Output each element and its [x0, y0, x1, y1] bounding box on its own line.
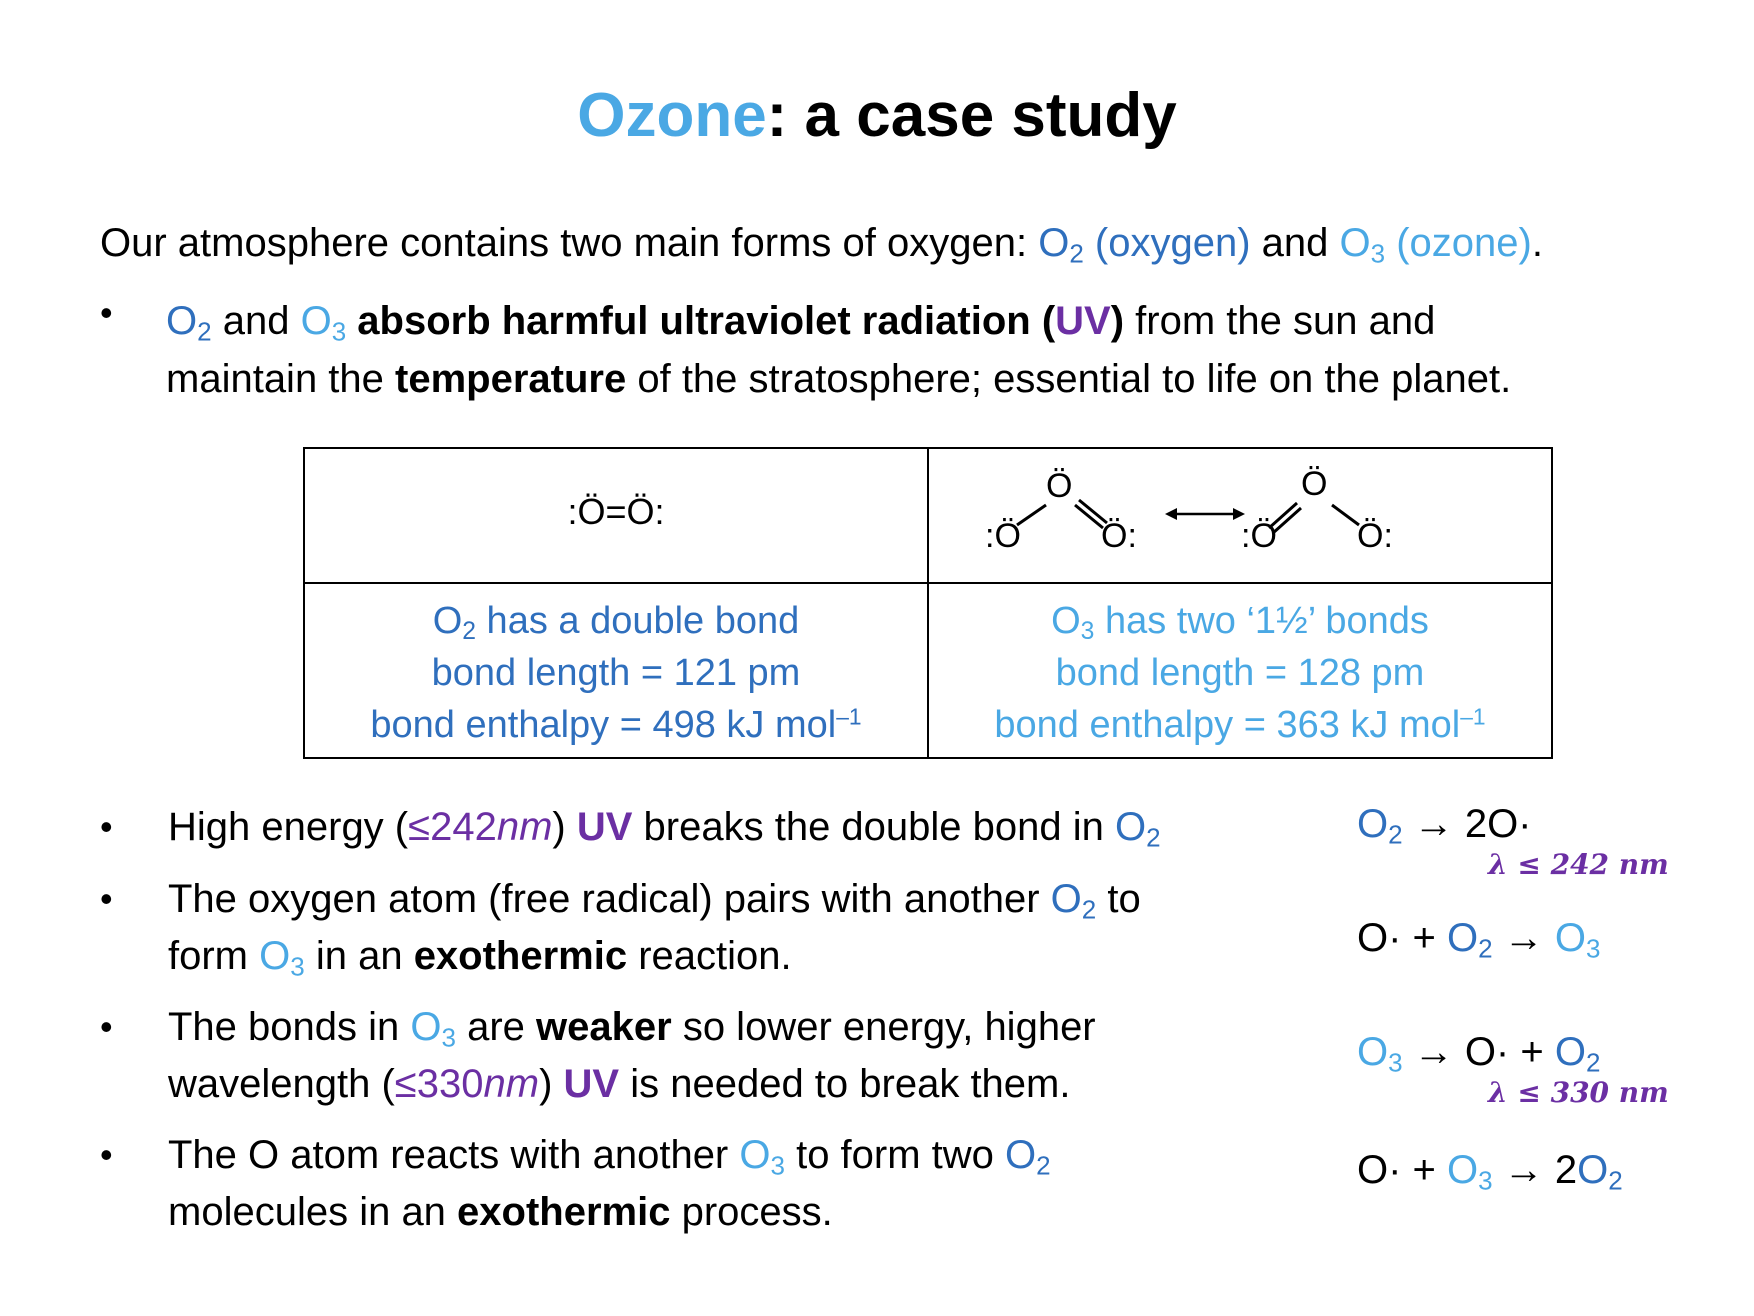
title-ozone: Ozone: [577, 81, 767, 150]
o3-right-right-oxygen: Ö:: [1357, 517, 1393, 555]
o3-left-right-oxygen: Ö:: [1101, 517, 1137, 555]
bullet1-o2: $O_2$: [166, 299, 212, 347]
o3-left-left-oxygen: :Ö: [985, 517, 1021, 555]
o3-right-top-oxygen: Ö: [1301, 465, 1328, 503]
o3-info-line1: $O_3$ has two ‘1½’ bonds: [1051, 600, 1429, 646]
intro-lead: Our atmosphere contains two main forms of oxygen:: [100, 221, 1039, 265]
bullet-symbol: •: [100, 1134, 113, 1175]
bullet1-bold: absorb harmful ultraviolet radiation (: [346, 299, 1056, 343]
bullet-uv-breaks-o2: High energy (≤242nm) UV breaks the double bond in $O_2$: [168, 805, 1161, 853]
intro-o2: $O_2$ (oxygen): [1038, 221, 1251, 269]
bullet1-line2: maintain the temperature of the stratosphere; essential to life on the planet.: [166, 357, 1512, 401]
bullet1-temperature: temperature: [395, 357, 627, 401]
intro-o3: $O_3$ (ozone): [1339, 221, 1532, 269]
table-divider-horizontal: [305, 582, 1551, 584]
bullet1-line1: $O_2$ and $O_3$ absorb harmful ultraviolet radiation (UV) from the sun and: [166, 299, 1436, 347]
o3-info-line2: bond length = 128 pm: [1055, 652, 1425, 694]
equation-ozone-destruction: $O\cdot + O_3 \to 2O_2$: [1357, 1148, 1623, 1196]
o2-lewis-structure: :Ö=Ö:: [567, 491, 665, 532]
o2-bond-info: [305, 595, 927, 751]
o2-info-line2: bond length = 121 pm: [431, 652, 801, 694]
intro-sentence: [100, 214, 1543, 272]
o3-bond-info: [929, 595, 1551, 751]
o3-bond-lines: [929, 449, 1551, 582]
equation-o2-photolysis: $O_2 \to 2O\cdot$: [1357, 802, 1532, 850]
bullet1-o3: $O_3$: [300, 299, 347, 347]
bullet-symbol: •: [100, 1006, 113, 1047]
bullet-symbol: •: [100, 878, 113, 919]
bond-comparison-table: [303, 447, 1553, 759]
o3-right-left-oxygen: :Ö: [1241, 517, 1277, 555]
bullet-symbol: •: [100, 806, 113, 847]
intro-and: and: [1250, 221, 1340, 265]
bullet1-uv: UV: [1055, 299, 1111, 343]
bullet-radical-pairs-line2: form $O_3$ in an exothermic reaction.: [168, 934, 792, 982]
o3-left-top-oxygen: Ö: [1046, 467, 1073, 505]
o2-info-line3: bond enthalpy = 498 kJ mol$^{-1}$: [370, 703, 862, 746]
equation-ozone-photolysis: $O_3 \to O\cdot + O_2$: [1357, 1030, 1601, 1078]
o3-info-line3: bond enthalpy = 363 kJ mol$^{-1}$: [994, 703, 1486, 746]
title-rest: : a case study: [766, 81, 1177, 150]
lambda-242: λ ≤ 242 nm: [1488, 848, 1669, 881]
o3-resonance-structures: [929, 449, 1551, 582]
bullet-radical-pairs-line1: The oxygen atom (free radical) pairs with another $O_2$ to: [168, 877, 1141, 925]
intro-end: .: [1531, 221, 1543, 265]
bullet1-and: and: [211, 299, 301, 343]
page-title: [0, 80, 1754, 151]
bullet-o3-weaker-line1: The bonds in $O_3$ are weaker so lower energy, higher: [168, 1005, 1096, 1053]
bullet-o-atom-reacts-line2: molecules in an exothermic process.: [168, 1190, 833, 1234]
bullet-symbol: •: [100, 292, 113, 333]
bullet1-text1: from the sun and: [1124, 299, 1436, 343]
lambda-330: λ ≤ 330 nm: [1488, 1076, 1669, 1109]
equation-ozone-formation: $O\cdot + O_2 \to O_3$: [1357, 916, 1601, 964]
bullet-o-atom-reacts-line1: The O atom reacts with another $O_3$ to form two $O_2$: [168, 1133, 1051, 1181]
bullet-o3-weaker-line2: wavelength (≤330nm) UV is needed to break them.: [168, 1062, 1071, 1106]
o2-info-line1: $O_2$ has a double bond: [432, 600, 800, 646]
